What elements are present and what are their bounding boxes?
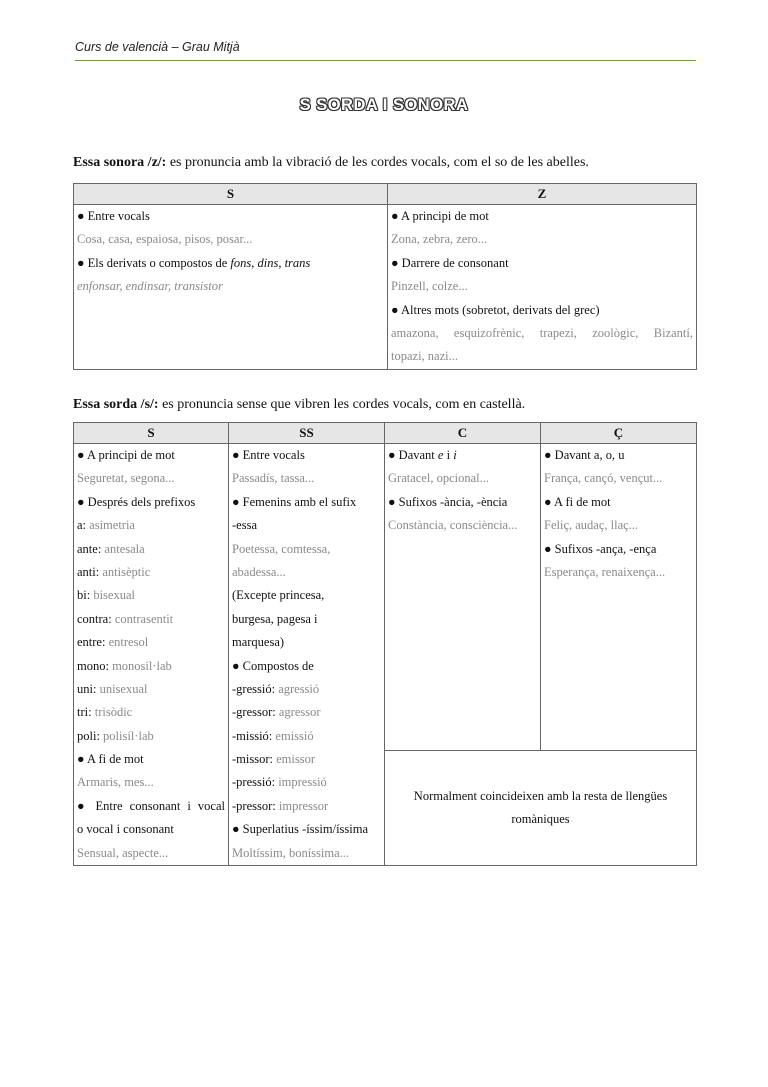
list-item: Passadís, tassa... [232,471,315,486]
sonora-s-cell [74,205,388,370]
list-item: -pressió: impressió [232,775,327,790]
list-item: Moltíssim, boníssima... [232,845,350,860]
list-item: -pressor: impressor [232,798,329,813]
list-item: ● Entre vocals [232,448,305,462]
sonora-header-z: Z [388,184,697,205]
list-item: ● Davant a, o, u [544,448,625,462]
list-item: Feliç, audaç, llaç... [544,518,639,533]
list-item: ● Darrere de consonant [391,255,509,270]
list-item: o vocal i consonant [77,822,174,837]
list-item: ● Altres mots (sobretot, derivats del grec) [391,302,600,317]
page-title: S SORDA I SONORA [299,96,469,114]
sorda-s-cell [74,444,229,866]
list-item: marquesa) [232,635,285,650]
note-text: Normalment coincideixen amb la resta de llengües romàniques [413,788,668,826]
sorda-cc-cell [541,444,697,751]
sorda-table [73,422,697,866]
sorda-header-ss: SS [229,423,385,444]
list-item: ● Sufixos -ància, -ència [388,494,508,509]
list-item: -gressor: agressor [232,705,321,720]
list-item: uni: unisexual [77,681,148,696]
example-text: amazona, esquizofrènic, trapezi, zoològic, Bizantí, [391,325,693,340]
header-divider [75,60,696,61]
list-item: ● Superlatius -íssim/íssima [232,822,369,837]
list-item: -essa [232,518,257,533]
list-item: ● A fi de mot [77,752,144,767]
list-item: Esperança, renaixença... [544,564,666,579]
sorda-header-s: S [74,423,229,444]
sorda-c-cell [385,444,541,751]
list-item: ● Compostos de [232,658,314,673]
sonora-z-cell [388,205,697,370]
list-item: ● Després dels prefixos [77,494,196,509]
sorda-ss-cell [229,444,385,866]
list-item: bi: bisexual [77,588,135,603]
list-item: entre: entresol [77,635,149,650]
example-text: enfonsar, endinsar, transistor [77,279,223,294]
list-item: Sensual, aspecte... [77,845,169,860]
sorda-label: Essa sorda /s/: [73,397,159,412]
list-item: abadessa... [232,564,286,579]
sonora-description: es pronuncia amb la vibració de les cordes vocals, com el so de les abelles. [166,155,589,170]
list-item: contra: contrasentit [77,611,174,626]
example-text: Zona, zebra, zero... [391,232,488,247]
sorda-header-c: C [385,423,541,444]
list-item: ● Entre consonant i vocal [77,798,225,813]
list-item: ● A fi de mot [544,494,611,509]
list-item: ● A principi de mot [391,209,489,223]
list-item: Poetessa, comtessa, [232,541,331,556]
list-item: -missor: emissor [232,752,315,767]
list-item: anti: antisèptic [77,564,151,579]
sorda-header-cc: Ç [541,423,697,444]
note-cell [385,750,697,865]
list-item: Armaris, mes... [77,775,154,790]
list-item: a: asimetria [77,518,135,533]
example-text: topazi, nazi... [391,349,458,364]
list-item: poli: polisíl·lab [77,728,154,743]
list-item: ● Entre vocals [77,209,150,223]
list-item: mono: monosíl·lab [77,658,172,673]
list-item: -missió: emissió [232,728,314,743]
document-header: Curs de valencià – Grau Mitjà [75,40,240,54]
list-item: ● A principi de mot [77,448,175,462]
list-item: Seguretat, segona... [77,471,175,486]
sorda-intro [73,397,525,413]
list-item: Constància, consciència... [388,518,518,533]
sorda-description: es pronuncia sense que vibren les cordes vocals, com en castellà. [158,397,526,412]
list-item: Gratacel, opcional... [388,471,489,486]
sonora-intro [73,155,589,171]
sonora-header-s: S [74,184,388,205]
list-item: burgesa, pagesa i [232,611,318,626]
list-item: ante: antesala [77,541,145,556]
list-item: ● Sufixos -ança, -ença [544,541,657,556]
list-item: ● Davant e i i [388,448,457,462]
list-item: tri: trisòdic [77,705,133,720]
list-item: ● Els derivats o compostos de fons, dins, trans [77,255,311,270]
example-text: Cosa, casa, espaiosa, pisos, posar... [77,232,253,247]
list-item: (Excepte princesa, [232,588,325,603]
sonora-label: Essa sonora /z/: [73,155,167,170]
list-item: -gressió: agressió [232,681,320,696]
sonora-table [73,183,697,370]
list-item: França, cançó, vençut... [544,471,663,486]
list-item: ● Femenins amb el sufix [232,494,357,509]
example-text: Pinzell, colze... [391,279,468,294]
